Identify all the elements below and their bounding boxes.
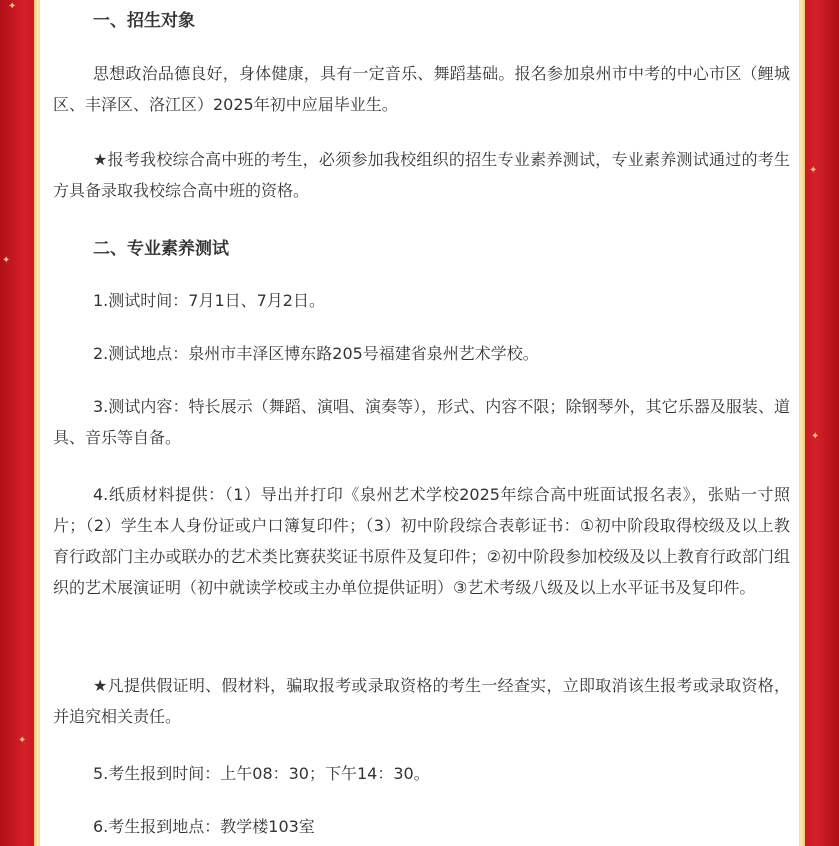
list-item-test-time: 1.测试时间：7月1日、7月2日。 [93, 291, 325, 310]
list-item-paper-materials: 4.纸质材料提供：（1）导出并打印《泉州艺术学校2025年综合高中班面试报名表》，张贴一寸照片；（2）学生本人身份证或户口簿复印件；（3）初中阶段综合表彰证书：①初中阶段取得校级及以上教育行政部门主办或联办的艺术类比赛获奖证书原件及复印件；②初中阶段参加校级及以上教育行政部门组织的艺术展演证明（初中就读学校或主办单位提供证明）③艺术考级八级及以上水平证书及复印件。 [53, 485, 790, 597]
paragraph-eligibility: 思想政治品德良好，身体健康，具有一定音乐、舞蹈基础。报名参加泉州市中考的中心市区（鲤城区、丰泽区、洛江区）2025年初中应届毕业生。 [53, 64, 790, 114]
sparkle-icon: ✦ [2, 255, 11, 266]
list-item-test-location: 2.测试地点：泉州市丰泽区博东路205号福建省泉州艺术学校。 [93, 344, 539, 363]
section-heading-professional-test: 二、专业素养测试 [93, 239, 229, 259]
sparkle-icon: ✦ [811, 431, 820, 442]
list-item-report-time: 5.考生报到时间：上午08：30；下午14：30。 [93, 764, 430, 783]
right-gold-stripe [799, 0, 805, 846]
sparkle-icon: ✦ [18, 735, 27, 746]
list-item-report-location: 6.考生报到地点：教学楼103室 [93, 817, 315, 836]
sparkle-icon: ✦ [809, 165, 818, 176]
paragraph-exam-requirement-note: ★报考我校综合高中班的考生，必须参加我校组织的招生专业素养测试，专业素养测试通过的考生方具备录取我校综合高中班的资格。 [53, 150, 790, 200]
right-decorative-border [799, 0, 839, 846]
paragraph-false-material-warning: ★凡提供假证明、假材料，骗取报考或录取资格的考生一经查实，立即取消该生报考或录取资格，并追究相关责任。 [53, 676, 790, 726]
list-item-test-content: 3.测试内容：特长展示（舞蹈、演唱、演奏等），形式、内容不限；除钢琴外，其它乐器及服装、道具、音乐等自备。 [53, 397, 790, 447]
sparkle-icon: ✦ [8, 1, 17, 12]
section-heading-recruitment-target: 一、招生对象 [93, 11, 195, 31]
